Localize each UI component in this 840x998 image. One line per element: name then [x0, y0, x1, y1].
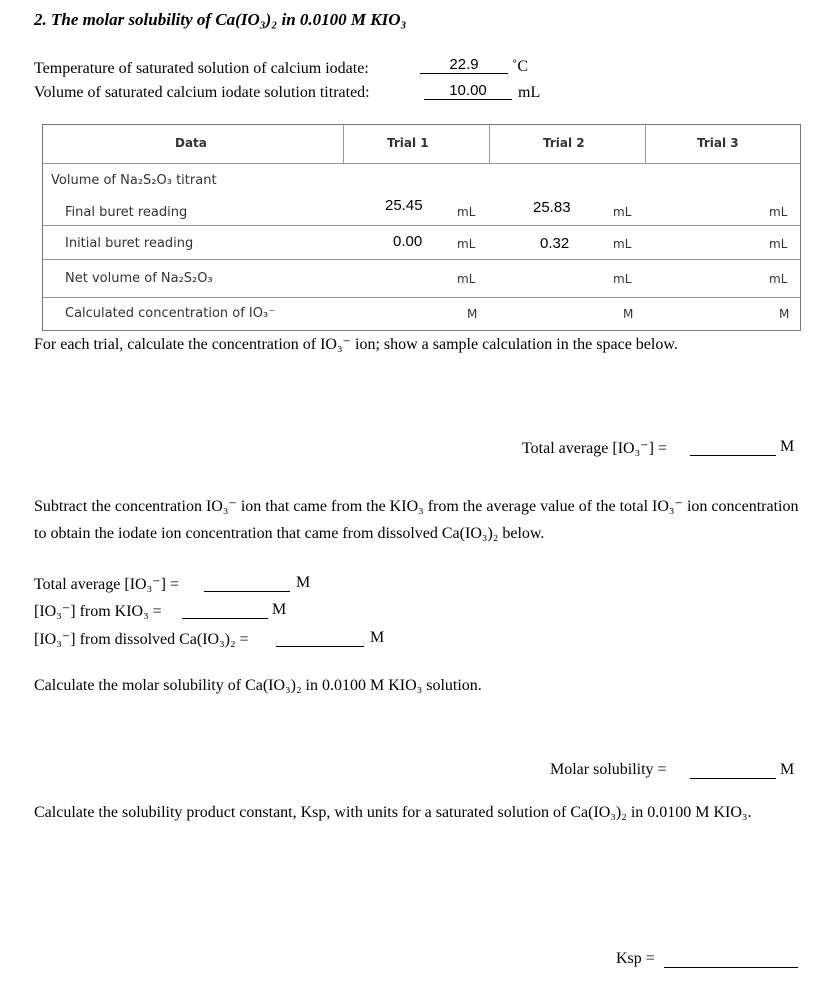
volume-field[interactable]: 10.00 — [424, 82, 512, 100]
list-kio3-label: [IO₃⁻] from KIO₃ = — [34, 603, 162, 620]
each-trial-instruction: For each trial, calculate the concentration of IO₃⁻ ion; show a sample calculation in the space below. — [34, 336, 678, 353]
ksp-field[interactable] — [664, 967, 798, 968]
temperature-unit: ˚C — [512, 58, 528, 75]
molar-solubility-label: Molar solubility = — [550, 761, 667, 778]
molar-solubility-unit: M — [780, 761, 795, 778]
temperature-label: Temperature of saturated solution of calcium iodate: — [34, 60, 369, 77]
unit-t3-initial: mL — [769, 237, 788, 251]
list-kio3-unit: M — [272, 601, 287, 618]
unit-t1-initial: mL — [457, 237, 476, 251]
list-total-average-label: Total average [IO₃⁻] = — [34, 576, 179, 593]
section-title: 2. The molar solubility of Ca(IO₃)₂ in 0.0100 M KIO₃ — [34, 10, 407, 29]
unit-t3-conc: M — [779, 307, 790, 321]
trial-2-initial-value[interactable]: 0.32 — [540, 235, 570, 252]
trial-1-initial-value[interactable]: 0.00 — [393, 233, 423, 250]
list-total-average-field[interactable] — [204, 591, 290, 592]
ksp-instruction: Calculate the solubility product constant, Ksp, with units for a saturated solution of Ca(IO₃)₂ in 0.0100 M KIO₃. — [34, 804, 752, 821]
volume-unit: mL — [518, 84, 541, 101]
header-trial-1: Trial 1 — [387, 136, 429, 150]
unit-t3-final: mL — [769, 205, 788, 219]
unit-t2-net: mL — [613, 272, 632, 286]
molar-solubility-field[interactable] — [690, 778, 776, 779]
row-label-concentration: Calculated concentration of IO₃⁻ — [65, 306, 276, 321]
trial-1-final-value[interactable]: 25.45 — [385, 197, 423, 214]
ksp-label: Ksp = — [616, 950, 655, 967]
total-average-unit: M — [780, 438, 795, 455]
unit-t2-conc: M — [623, 307, 634, 321]
list-total-average-unit: M — [296, 574, 311, 591]
data-table — [42, 124, 801, 331]
list-dissolved-field[interactable] — [276, 646, 364, 647]
trial-2-final-value[interactable]: 25.83 — [533, 199, 571, 216]
total-average-field[interactable] — [690, 455, 776, 456]
subtract-instruction: Subtract the concentration IO₃⁻ ion that came from the KIO₃ from the average value of the total IO₃⁻ ion concentration to obtain the iodate ion concentration that came from dissolved Ca(IO₃)₂ below. — [34, 498, 799, 542]
row-label-initial: Initial buret reading — [65, 236, 194, 251]
header-data: Data — [175, 136, 207, 150]
list-dissolved-unit: M — [370, 629, 385, 646]
group-label-titrant: Volume of Na₂S₂O₃ titrant — [51, 173, 217, 188]
temperature-field[interactable]: 22.9 — [420, 56, 508, 74]
volume-label: Volume of saturated calcium iodate solution titrated: — [34, 84, 370, 101]
unit-t1-net: mL — [457, 272, 476, 286]
list-kio3-field[interactable] — [182, 618, 268, 619]
row-label-final: Final buret reading — [65, 205, 188, 220]
list-dissolved-label: [IO₃⁻] from dissolved Ca(IO₃)₂ = — [34, 631, 249, 648]
unit-t2-final: mL — [613, 205, 632, 219]
row-label-net: Net volume of Na₂S₂O₃ — [65, 271, 213, 286]
molar-solubility-instruction: Calculate the molar solubility of Ca(IO₃)₂ in 0.0100 M KIO₃ solution. — [34, 677, 482, 694]
unit-t3-net: mL — [769, 272, 788, 286]
total-average-label: Total average [IO₃⁻] = — [522, 440, 667, 457]
header-trial-3: Trial 3 — [697, 136, 739, 150]
unit-t1-final: mL — [457, 205, 476, 219]
header-trial-2: Trial 2 — [543, 136, 585, 150]
unit-t2-initial: mL — [613, 237, 632, 251]
unit-t1-conc: M — [467, 307, 478, 321]
